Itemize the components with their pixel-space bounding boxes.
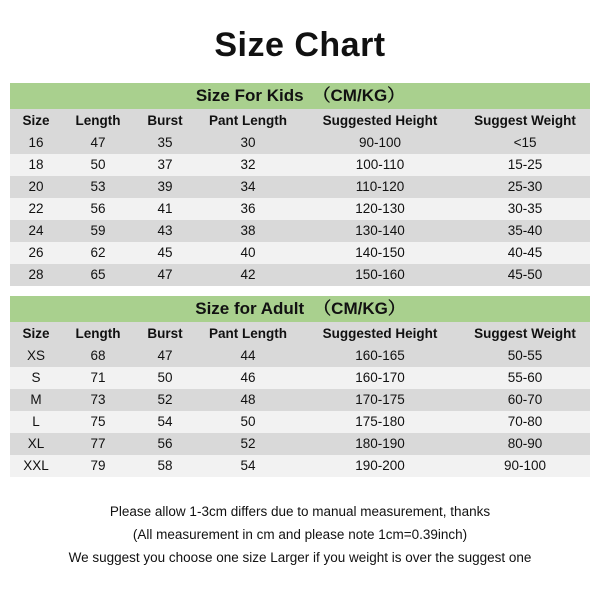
cell-length: 65 <box>62 264 134 286</box>
cell-size: 22 <box>10 198 62 220</box>
cell-length: 77 <box>62 433 134 455</box>
cell-suggest-weight: 90-100 <box>460 455 590 477</box>
cell-pant-length: 40 <box>196 242 300 264</box>
cell-pant-length: 54 <box>196 455 300 477</box>
cell-suggested-height: 175-180 <box>300 411 460 433</box>
cell-burst: 47 <box>134 345 196 367</box>
kids-table-band <box>10 83 590 109</box>
note-line-3: We suggest you choose one size Larger if you weight is over the suggest one <box>68 550 532 565</box>
cell-suggest-weight: <15 <box>460 132 590 154</box>
adult-size-table <box>10 296 590 477</box>
adult-col-length: Length <box>62 322 134 345</box>
adult-col-size: Size <box>10 322 62 345</box>
table-row <box>10 176 590 198</box>
adult-table-band <box>10 296 590 322</box>
kids-col-pant-length: Pant Length <box>196 109 300 132</box>
cell-length: 47 <box>62 132 134 154</box>
cell-pant-length: 42 <box>196 264 300 286</box>
cell-size: 20 <box>10 176 62 198</box>
table-row <box>10 433 590 455</box>
cell-pant-length: 38 <box>196 220 300 242</box>
kids-size-table <box>10 83 590 286</box>
cell-length: 59 <box>62 220 134 242</box>
cell-size: M <box>10 389 62 411</box>
cell-suggested-height: 160-165 <box>300 345 460 367</box>
kids-col-suggest-weight: Suggest Weight <box>460 109 590 132</box>
cell-suggest-weight: 40-45 <box>460 242 590 264</box>
cell-pant-length: 52 <box>196 433 300 455</box>
cell-size: 24 <box>10 220 62 242</box>
cell-suggest-weight: 45-50 <box>460 264 590 286</box>
kids-band-title: Size For Kids <box>195 86 304 105</box>
table-row <box>10 367 590 389</box>
cell-burst: 58 <box>134 455 196 477</box>
cell-suggested-height: 190-200 <box>300 455 460 477</box>
cell-size: 18 <box>10 154 62 176</box>
adult-col-suggested-height: Suggested Height <box>300 322 460 345</box>
page-title: Size Chart <box>214 26 386 64</box>
cell-size: XS <box>10 345 62 367</box>
note-line-2: (All measurement in cm and please note 1cm=0.39inch) <box>132 527 468 542</box>
cell-suggested-height: 110-120 <box>300 176 460 198</box>
cell-burst: 52 <box>134 389 196 411</box>
cell-length: 50 <box>62 154 134 176</box>
cell-burst: 35 <box>134 132 196 154</box>
cell-length: 75 <box>62 411 134 433</box>
adult-col-pant-length: Pant Length <box>196 322 300 345</box>
cell-suggested-height: 100-110 <box>300 154 460 176</box>
cell-length: 56 <box>62 198 134 220</box>
cell-burst: 56 <box>134 433 196 455</box>
cell-pant-length: 34 <box>196 176 300 198</box>
cell-length: 53 <box>62 176 134 198</box>
cell-suggest-weight: 30-35 <box>460 198 590 220</box>
cell-suggest-weight: 25-30 <box>460 176 590 198</box>
table-row <box>10 132 590 154</box>
cell-burst: 50 <box>134 367 196 389</box>
cell-length: 71 <box>62 367 134 389</box>
table-row <box>10 198 590 220</box>
cell-pant-length: 44 <box>196 345 300 367</box>
cell-suggest-weight: 35-40 <box>460 220 590 242</box>
cell-burst: 45 <box>134 242 196 264</box>
kids-col-suggested-height: Suggested Height <box>300 109 460 132</box>
cell-burst: 43 <box>134 220 196 242</box>
cell-suggest-weight: 15-25 <box>460 154 590 176</box>
cell-burst: 54 <box>134 411 196 433</box>
cell-size: S <box>10 367 62 389</box>
cell-suggest-weight: 55-60 <box>460 367 590 389</box>
kids-col-length: Length <box>62 109 134 132</box>
kids-col-burst: Burst <box>134 109 196 132</box>
cell-suggested-height: 120-130 <box>300 198 460 220</box>
table-divider <box>10 286 590 296</box>
cell-suggested-height: 140-150 <box>300 242 460 264</box>
cell-suggested-height: 90-100 <box>300 132 460 154</box>
cell-pant-length: 32 <box>196 154 300 176</box>
cell-burst: 39 <box>134 176 196 198</box>
cell-size: 28 <box>10 264 62 286</box>
table-row <box>10 242 590 264</box>
adult-table-band-row <box>10 296 590 322</box>
kids-col-size: Size <box>10 109 62 132</box>
adult-col-burst: Burst <box>134 322 196 345</box>
cell-length: 62 <box>62 242 134 264</box>
cell-pant-length: 36 <box>196 198 300 220</box>
adult-band-title: Size for Adult <box>195 299 305 318</box>
table-row <box>10 455 590 477</box>
cell-burst: 41 <box>134 198 196 220</box>
cell-pant-length: 46 <box>196 367 300 389</box>
cell-suggested-height: 130-140 <box>300 220 460 242</box>
cell-suggested-height: 150-160 <box>300 264 460 286</box>
cell-burst: 47 <box>134 264 196 286</box>
table-row <box>10 220 590 242</box>
cell-burst: 37 <box>134 154 196 176</box>
cell-length: 79 <box>62 455 134 477</box>
cell-pant-length: 30 <box>196 132 300 154</box>
kids-band-unit: （CM/KG） <box>313 86 405 105</box>
table-row <box>10 345 590 367</box>
table-row <box>10 264 590 286</box>
cell-suggested-height: 160-170 <box>300 367 460 389</box>
measurement-notes <box>10 499 590 570</box>
cell-pant-length: 50 <box>196 411 300 433</box>
cell-size: XL <box>10 433 62 455</box>
table-row <box>10 154 590 176</box>
cell-length: 73 <box>62 389 134 411</box>
cell-size: XXL <box>10 455 62 477</box>
cell-suggested-height: 170-175 <box>300 389 460 411</box>
adult-band-unit: （CM/KG） <box>314 299 405 318</box>
cell-size: 26 <box>10 242 62 264</box>
adult-header-row <box>10 322 590 345</box>
cell-suggest-weight: 80-90 <box>460 433 590 455</box>
note-line-1: Please allow 1-3cm differs due to manual measurement, thanks <box>109 504 491 519</box>
table-row <box>10 389 590 411</box>
kids-header-row <box>10 109 590 132</box>
table-row <box>10 411 590 433</box>
cell-suggest-weight: 70-80 <box>460 411 590 433</box>
cell-length: 68 <box>62 345 134 367</box>
adult-col-suggest-weight: Suggest Weight <box>460 322 590 345</box>
cell-suggested-height: 180-190 <box>300 433 460 455</box>
cell-size: 16 <box>10 132 62 154</box>
kids-table-band-row <box>10 83 590 109</box>
cell-suggest-weight: 60-70 <box>460 389 590 411</box>
cell-pant-length: 48 <box>196 389 300 411</box>
cell-suggest-weight: 50-55 <box>460 345 590 367</box>
cell-size: L <box>10 411 62 433</box>
